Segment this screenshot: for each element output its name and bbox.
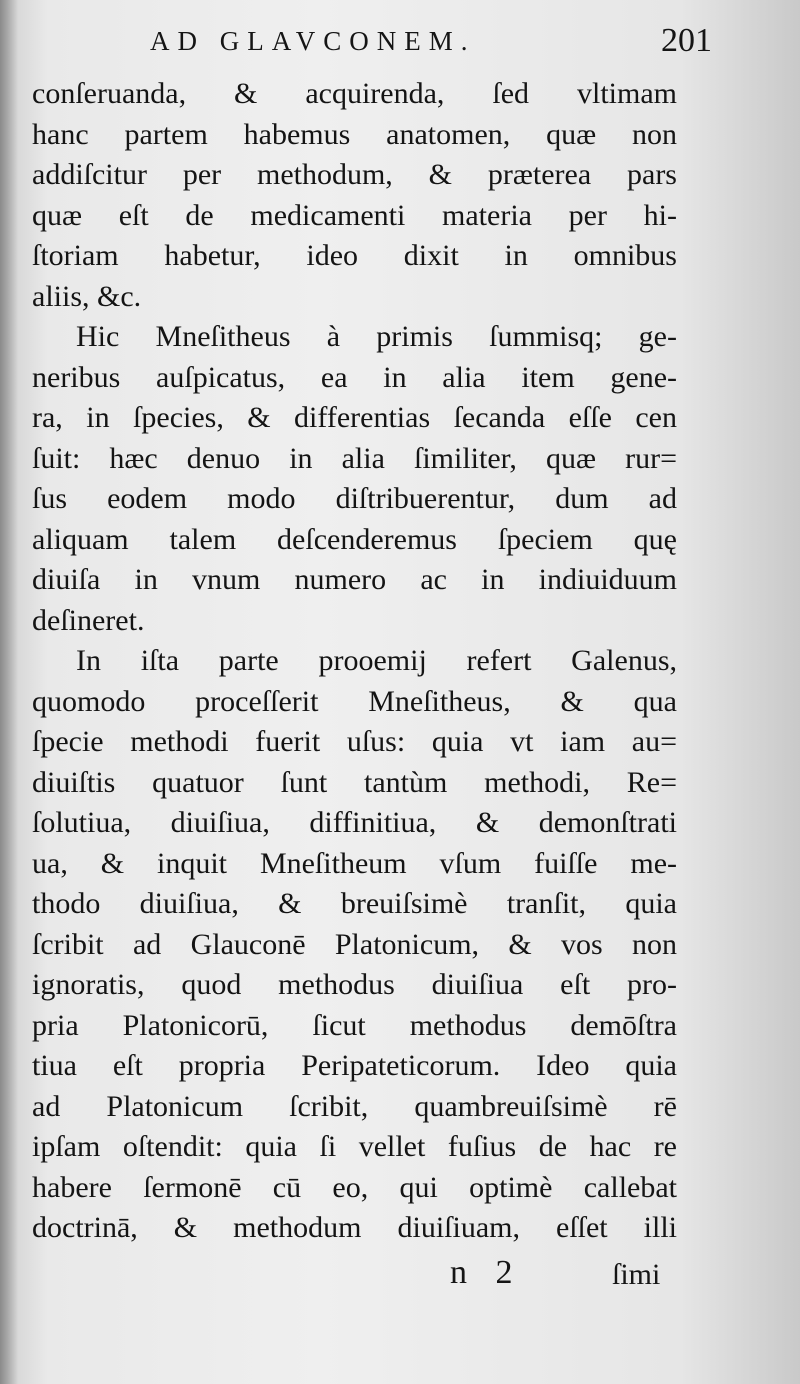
text-line: aliquam talem deſcenderemus ſpeciem quę: [32, 522, 677, 556]
page-header: [150, 22, 712, 66]
text-line: ra, in ſpecies, & differentias ſecanda eſſe cen: [32, 401, 677, 434]
paragraph-3: [32, 641, 677, 1249]
text-line: ad Platonicum ſcribit, quambreuiſsimè rē: [32, 1089, 677, 1123]
signature-mark: n 2: [450, 1254, 523, 1291]
text-line: ſcribit ad Glauconē Platonicum, & vos non: [32, 927, 677, 961]
text-line: ſpecie methodi fuerit uſus: quia vt iam au=: [32, 725, 677, 758]
text-line: thodo diuiſiua, & breuiſsimè tranſit, quia: [32, 887, 677, 920]
text-line: Hic Mneſitheus à primis ſummisq; ge-: [76, 320, 677, 353]
text-line: deſineret.: [32, 603, 145, 637]
text-line: habere ſermonē cū eo, qui optimè callebat: [32, 1170, 677, 1204]
text-line: ſolutiua, diuiſiua, diffinitiua, & demonſtrati: [32, 806, 677, 839]
page-footer: [0, 1252, 800, 1312]
text-line: conſeruanda, & acquirenda, ſed vltimam: [32, 77, 677, 110]
text-line: In iſta parte prooemij refert Galenus,: [76, 644, 677, 677]
text-line: ſus eodem modo diſtribuerentur, dum ad: [32, 482, 677, 515]
text-line: ſuit: hæc denuo in alia ſimiliter, quæ rur=: [32, 441, 677, 475]
text-line: aliis, &c.: [32, 279, 142, 313]
text-line: doctrinā, & methodum diuiſiuam, eſſet illi: [32, 1211, 677, 1244]
text-line: ipſam oſtendit: quia ſi vellet fuſius de hac re: [32, 1130, 677, 1163]
body-text: [32, 74, 677, 1249]
text-line: hanc partem habemus anatomen, quæ non: [32, 117, 677, 151]
text-line: tiua eſt propria Peripateticorum. Ideo quia: [32, 1049, 677, 1082]
text-line: addiſcitur per methodum, & præterea pars: [32, 158, 677, 191]
text-line: pria Platonicorū, ſicut methodus demōſtra: [32, 1008, 677, 1042]
text-line: quæ eſt de medicamenti materia per hi-: [32, 198, 677, 232]
paragraph-2: [32, 317, 677, 641]
text-line: quomodo proceſſerit Mneſitheus, & qua: [32, 684, 677, 718]
text-line: ua, & inquit Mneſitheum vſum fuiſſe me-: [32, 846, 677, 880]
catchword: ſimi: [612, 1258, 661, 1291]
paragraph-1: [32, 74, 677, 317]
page-number: 201: [661, 22, 712, 59]
text-line: diuiſa in vnum numero ac in indiuiduum: [32, 563, 677, 596]
text-line: diuiſtis quatuor ſunt tantùm methodi, Re=: [32, 765, 677, 799]
text-line: neribus auſpicatus, ea in alia item gene-: [32, 360, 677, 394]
running-title: AD GLAVCONEM.: [150, 26, 476, 56]
gutter-shadow: [0, 0, 18, 1384]
text-line: ſtoriam habetur, ideo dixit in omnibus: [32, 239, 677, 272]
text-line: ignoratis, quod methodus diuiſiua eſt pro-: [32, 968, 677, 1001]
